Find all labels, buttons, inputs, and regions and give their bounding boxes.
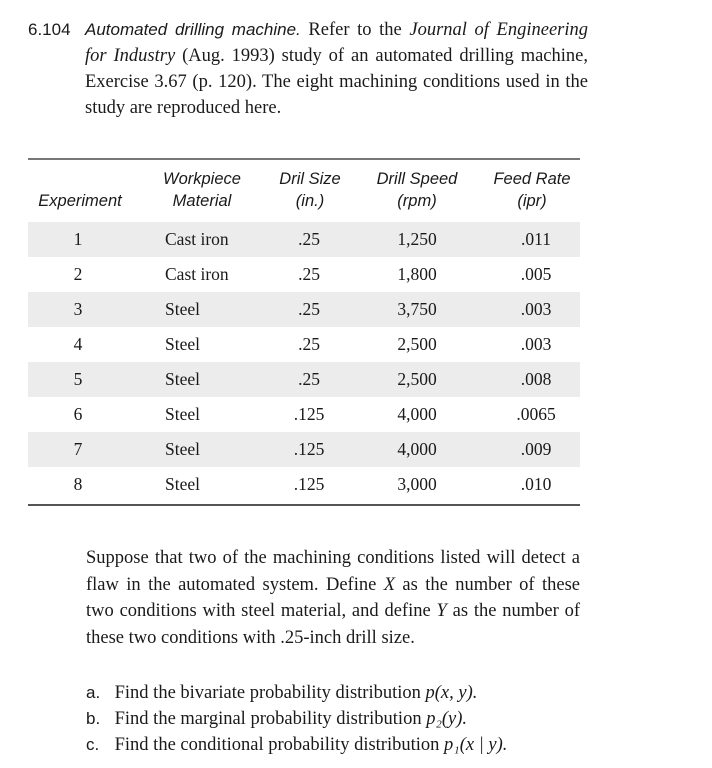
part-letter: c. [86, 735, 100, 754]
cell-experiment: 7 [73, 439, 83, 459]
table-bottom-rule [28, 504, 580, 506]
cell-material: Steel [165, 474, 200, 494]
cell-experiment: 8 [73, 474, 83, 494]
cell-experiment: 5 [73, 369, 83, 389]
cell-material: Cast iron [165, 264, 229, 284]
cell-material: Steel [165, 299, 200, 319]
table-row [28, 327, 580, 362]
header-drill-speed-line2: (rpm) [397, 192, 437, 210]
question-part-c [86, 732, 586, 758]
header-feed-rate-line1: Feed Rate [493, 170, 571, 188]
cell-experiment: 1 [73, 229, 83, 249]
cell-experiment: 2 [73, 264, 83, 284]
cell-material: Cast iron [165, 229, 229, 249]
cell-drill-speed: 3,750 [397, 299, 437, 319]
cell-experiment: 3 [73, 299, 83, 319]
table-row [28, 362, 580, 397]
cell-drill-size: .25 [298, 334, 320, 354]
exercise-number: 6.104 [28, 20, 71, 39]
paragraph-text-1: Suppose that two of the machining conditions listed will detect a flaw in the automated system. Define [86, 548, 580, 595]
cell-experiment: 6 [73, 404, 83, 424]
cell-drill-size: .125 [293, 474, 325, 494]
cell-drill-size: .25 [298, 264, 320, 284]
exercise-intro-before: Refer to the [308, 20, 402, 40]
paragraph-text-2: as the number of these two conditions with steel material, and define [86, 574, 580, 621]
cell-feed-rate: .008 [520, 369, 552, 389]
exercise-intro-after: (Aug. 1993) study of an automated drilling machine, Exercise 3.67 (p. 120). The eight machining conditions used in the study are reproduced here. [85, 46, 588, 118]
cell-drill-size: .125 [293, 404, 325, 424]
problem-paragraph [86, 545, 580, 651]
variable-x: X [383, 574, 396, 595]
cell-drill-size: .125 [293, 439, 325, 459]
header-experiment: Experiment [38, 192, 122, 210]
header-drill-size-line2: (in.) [295, 192, 325, 210]
part-math: p₂(y). [426, 709, 468, 729]
table-row [28, 292, 580, 327]
header-drill-speed-line1: Drill Speed [376, 170, 458, 188]
part-letter: b. [86, 709, 101, 728]
cell-material: Steel [165, 334, 200, 354]
header-material-line1: Workpiece [163, 170, 241, 188]
exercise-title: Automated drilling machine. [85, 20, 301, 39]
cell-drill-size: .25 [298, 369, 320, 389]
header-feed-rate-line2: (ipr) [517, 192, 547, 210]
cell-feed-rate: .011 [521, 229, 551, 249]
cell-drill-speed: 2,500 [397, 369, 437, 389]
cell-material: Steel [165, 439, 200, 459]
part-text: Find the conditional probability distribution [114, 735, 440, 755]
header-drill-size-line1: Dril Size [279, 170, 341, 188]
part-letter: a. [86, 683, 101, 702]
cell-feed-rate: .010 [520, 474, 552, 494]
variable-y: Y [436, 601, 447, 621]
table-row [28, 467, 580, 502]
table-row [28, 257, 580, 292]
cell-feed-rate: .003 [520, 299, 552, 319]
part-math: p₁(x | y). [444, 735, 508, 755]
exercise-block [28, 17, 588, 121]
part-text: Find the marginal probability distribution [114, 709, 422, 729]
table-row [28, 397, 580, 432]
cell-experiment: 4 [73, 334, 83, 354]
part-text: Find the bivariate probability distribution [114, 683, 421, 703]
cell-drill-speed: 3,000 [397, 474, 437, 494]
part-math: p(x, y). [425, 683, 478, 703]
cell-feed-rate: .0065 [516, 404, 556, 424]
cell-drill-size: .25 [298, 299, 320, 319]
cell-drill-speed: 1,250 [397, 229, 437, 249]
table-row [28, 432, 580, 467]
cell-drill-speed: 1,800 [397, 264, 437, 284]
cell-feed-rate: .003 [520, 334, 552, 354]
exercise-text [85, 17, 588, 121]
cell-drill-size: .25 [298, 229, 320, 249]
cell-drill-speed: 2,500 [397, 334, 437, 354]
cell-material: Steel [165, 369, 200, 389]
paragraph-text-3: as the number of these two conditions with .25-inch drill size. [86, 601, 581, 648]
cell-material: Steel [165, 404, 200, 424]
question-part-a [86, 680, 586, 706]
cell-feed-rate: .009 [520, 439, 552, 459]
cell-feed-rate: .005 [520, 264, 552, 284]
question-parts [86, 680, 586, 758]
cell-drill-speed: 4,000 [397, 439, 437, 459]
question-part-b [86, 706, 586, 732]
table-top-rule [28, 158, 580, 160]
journal-name: Journal of Engineering for Industry [85, 20, 588, 66]
table-row [28, 222, 580, 257]
cell-drill-speed: 4,000 [397, 404, 437, 424]
header-material-line2: Material [172, 192, 232, 210]
